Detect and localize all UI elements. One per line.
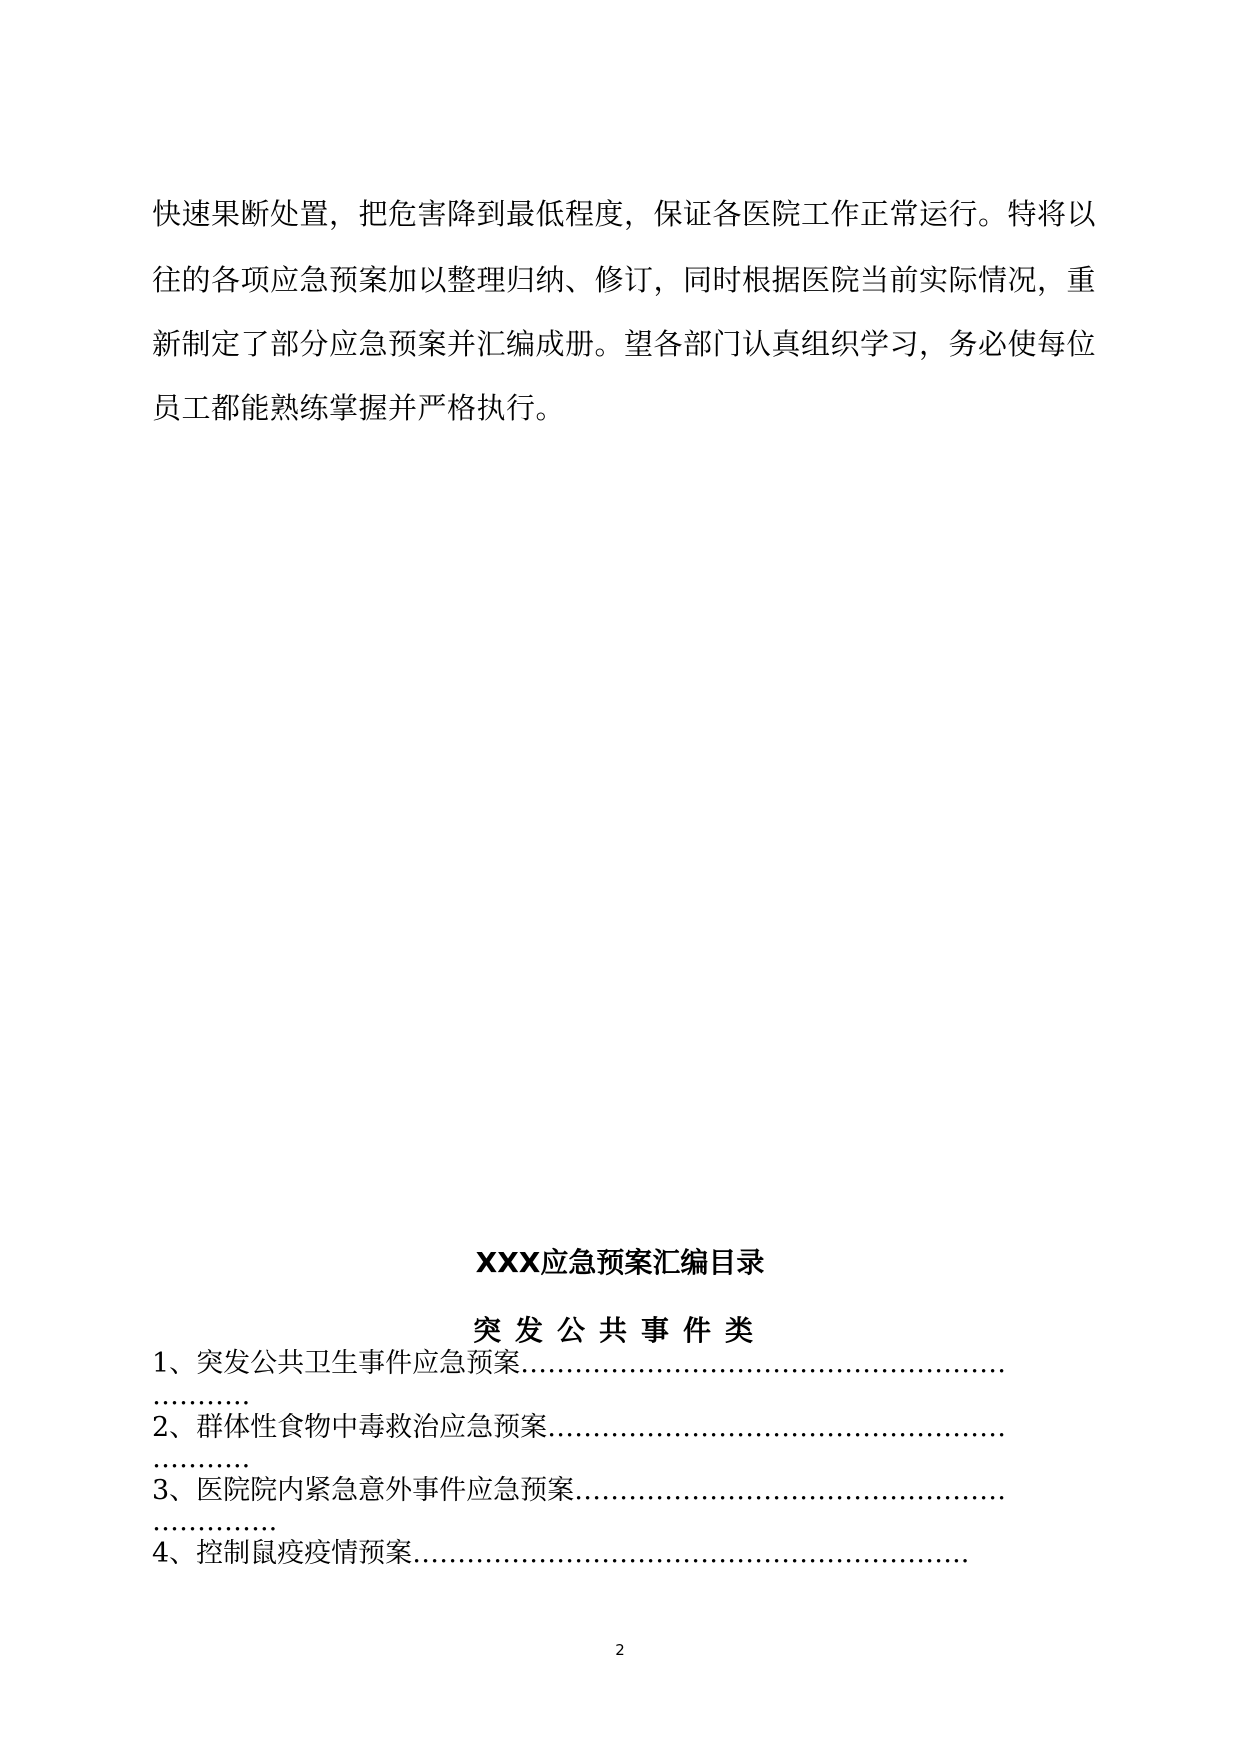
toc-entry-4[interactable]: 4、控制鼠疫疫情预案……………………………………………………..	[152, 1538, 970, 1569]
toc-entry-2-leader: ………..	[152, 1443, 251, 1474]
toc-section-heading: 突发公共事件类	[472, 1314, 767, 1347]
intro-paragraph-line: 员工都能熟练掌握并严格执行。	[152, 391, 566, 425]
intro-paragraph-line: 往的各项应急预案加以整理归纳、修订，同时根据医院当前实际情况，重	[152, 263, 1097, 297]
toc-entry-1-leader: ………..	[152, 1380, 251, 1411]
toc-entry-2[interactable]: 2、群体性食物中毒救治应急预案……………………………………………	[152, 1412, 1007, 1443]
intro-paragraph-line: 快速果断处置，把危害降到最低程度，保证各医院工作正常运行。特将以	[152, 197, 1097, 231]
toc-title: XXX应急预案汇编目录	[475, 1246, 765, 1279]
page-number: 2	[615, 1641, 625, 1659]
toc-entry-1[interactable]: 1、突发公共卫生事件应急预案………………………………………………	[152, 1348, 1007, 1379]
toc-entry-3[interactable]: 3、医院院内紧急意外事件应急预案…………………………………………	[152, 1475, 1007, 1506]
toc-entry-3-leader: …………..	[152, 1506, 278, 1537]
intro-paragraph-line: 新制定了部分应急预案并汇编成册。望各部门认真组织学习，务必使每位	[152, 327, 1097, 361]
